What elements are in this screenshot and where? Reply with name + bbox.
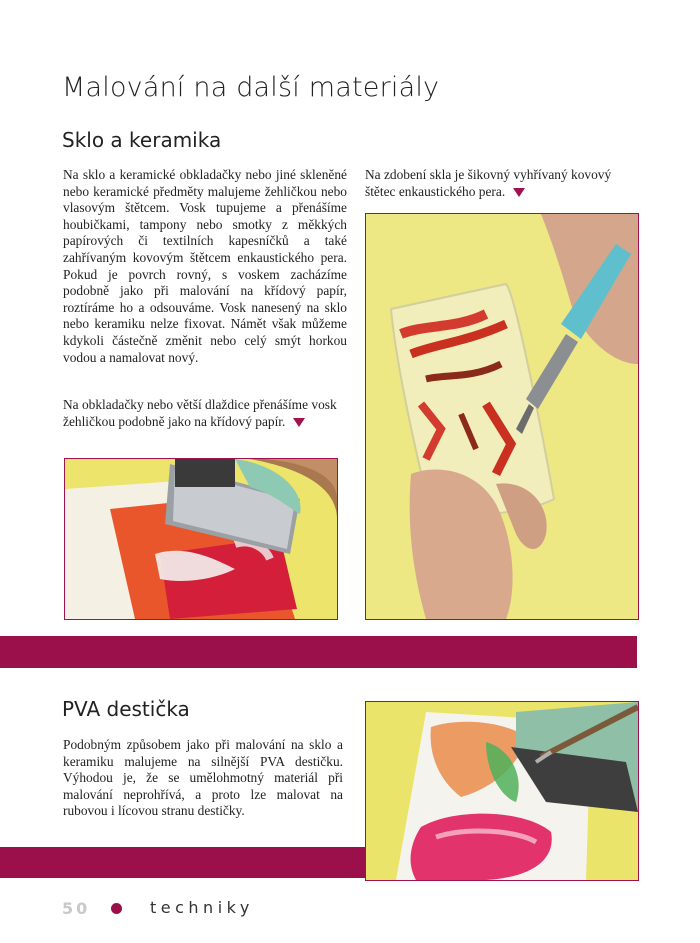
pva-paragraph: Podobným způsobem jako při malování na sklo a keramiku malujeme na silnější PVA destičku. Výhodou je, že se umělohmotný materiál při malování neprohřívá, a proto lze malovat na rubovou i lícovou stranu destičky. [63, 737, 343, 819]
accent-band-bottom [0, 847, 365, 878]
triangle-down-icon [513, 188, 525, 197]
photo-glass-with-pen [365, 213, 639, 620]
section-heading-glass-ceramics: Sklo a keramika [62, 128, 222, 152]
section-heading-pva: PVA destička [62, 697, 190, 721]
photo-iron-on-tile [64, 458, 338, 620]
tiles-paragraph [63, 397, 347, 430]
dot-icon [111, 903, 122, 914]
photo-pva-board [365, 701, 639, 881]
glass-photo-caption-text: Na zdobení skla je šikovný vyhřívaný kovový štětec enkaustického pera. [365, 167, 612, 199]
triangle-down-icon [293, 418, 305, 427]
tiles-paragraph-text: Na obkladačky nebo větší dlaždice přenášíme vosk žehličkou podobně jako na křídový papír. [63, 397, 337, 429]
glass-ceramics-paragraph: Na sklo a keramické obkladačky nebo jiné skleněné nebo keramické předměty malujeme žehličkou nebo vlasovým štětcem. Vosk tupujeme a přenášíme houbičkami, tampony nebo smotky z měkkých papírových či textilních kapesníčků a také zahřívaným kovovým štětcem enkaustického pera. Pokud je povrch rovný, s voskem zacházíme podobně jako při malování na křídový papír, roztíráme ho a odsouváme. Vosk nanesený na sklo nebo keramiku nelze fixovat. Námět však můžeme kdykoli částečně změnit nebo celý smýt horkou vodou a namalovat nový. [63, 167, 347, 365]
glass-photo-caption [365, 167, 640, 200]
accent-band-top [0, 636, 637, 668]
footer-section-label: techniky [150, 898, 254, 917]
page-number: 50 [62, 899, 91, 918]
page-title: Malování na další materiály [62, 72, 440, 103]
